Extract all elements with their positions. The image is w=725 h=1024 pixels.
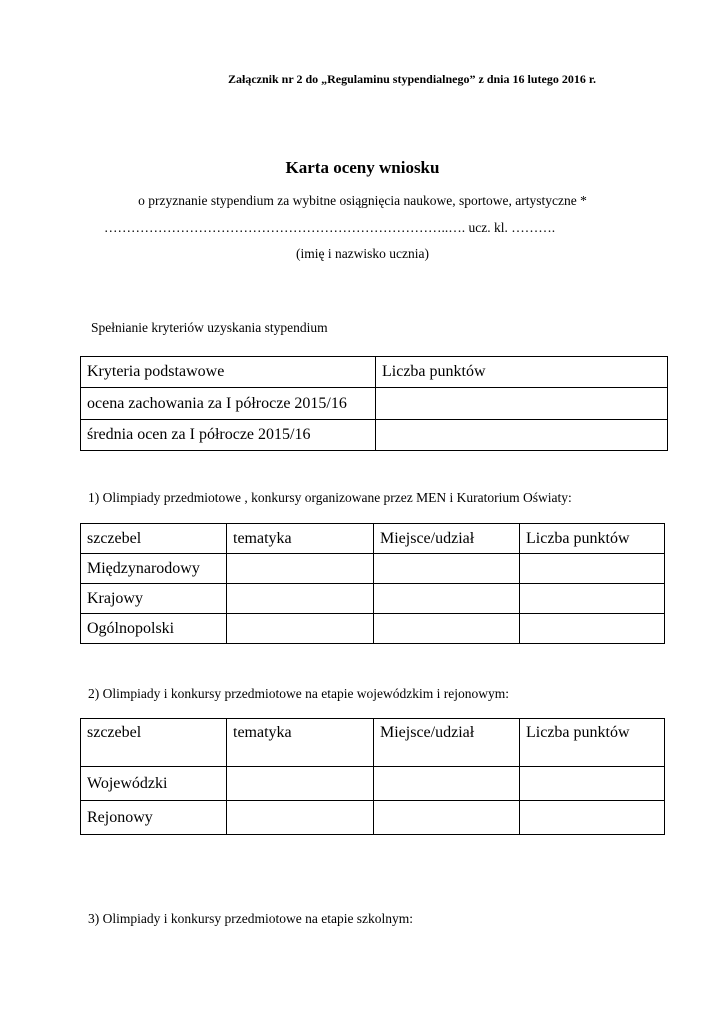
annex-header: Załącznik nr 2 do „Regulaminu stypendialnego” z dnia 16 lutego 2016 r. <box>228 72 597 86</box>
table-header-row <box>81 524 665 554</box>
table-header-row <box>81 357 668 388</box>
document-title: Karta oceny wniosku <box>285 158 440 177</box>
table-row <box>81 801 665 835</box>
table-header-cell: Liczba punktów <box>520 719 665 767</box>
level-cell: Ogólnopolski <box>81 614 227 644</box>
criteria-intro: Spełnianie kryteriów uzyskania stypendium <box>91 320 328 335</box>
points-cell[interactable] <box>376 420 668 451</box>
points-cell[interactable] <box>520 584 665 614</box>
table-cell: średnia ocen za I półrocze 2015/16 <box>81 420 376 451</box>
table-row <box>81 767 665 801</box>
section3-label: 3) Olimpiady i konkursy przedmiotowe na etapie szkolnym: <box>88 911 414 926</box>
table-header-cell: Miejsce/udział <box>374 524 520 554</box>
document-subtitle: o przyznanie stypendium za wybitne osiągnięcia naukowe, sportowe, artystyczne * <box>138 193 587 208</box>
table-header-cell: szczebel <box>81 719 227 767</box>
student-name-line: …………………………………………………………………..…. ucz. kl. ………. <box>104 220 556 235</box>
table-row <box>81 388 668 420</box>
regional-competitions-table <box>80 718 665 835</box>
points-cell[interactable] <box>520 614 665 644</box>
level-cell: Wojewódzki <box>81 767 227 801</box>
table-row <box>81 584 665 614</box>
level-cell: Międzynarodowy <box>81 554 227 584</box>
place-cell[interactable] <box>374 554 520 584</box>
table-header-cell: tematyka <box>227 524 374 554</box>
table-row <box>81 420 668 451</box>
table-cell: ocena zachowania za I półrocze 2015/16 <box>81 388 376 420</box>
table-header-cell: Liczba punktów <box>376 357 668 388</box>
level-cell: Krajowy <box>81 584 227 614</box>
points-cell[interactable] <box>520 554 665 584</box>
level-cell: Rejonowy <box>81 801 227 835</box>
points-cell[interactable] <box>520 767 665 801</box>
topic-cell[interactable] <box>227 584 374 614</box>
topic-cell[interactable] <box>227 767 374 801</box>
national-competitions-table <box>80 523 665 644</box>
points-cell[interactable] <box>520 801 665 835</box>
table-header-cell: szczebel <box>81 524 227 554</box>
student-name-hint: (imię i nazwisko ucznia) <box>295 246 430 261</box>
place-cell[interactable] <box>374 801 520 835</box>
topic-cell[interactable] <box>227 614 374 644</box>
topic-cell[interactable] <box>227 554 374 584</box>
table-header-cell: Miejsce/udział <box>374 719 520 767</box>
table-header-cell: Liczba punktów <box>520 524 665 554</box>
table-row <box>81 554 665 584</box>
place-cell[interactable] <box>374 614 520 644</box>
place-cell[interactable] <box>374 767 520 801</box>
table-row <box>81 614 665 644</box>
section1-label: 1) Olimpiady przedmiotowe , konkursy organizowane przez MEN i Kuratorium Oświaty: <box>88 490 572 505</box>
place-cell[interactable] <box>374 584 520 614</box>
topic-cell[interactable] <box>227 801 374 835</box>
table-header-cell: Kryteria podstawowe <box>81 357 376 388</box>
basic-criteria-table <box>80 356 668 451</box>
section2-label: 2) Olimpiady i konkursy przedmiotowe na etapie wojewódzkim i rejonowym: <box>88 686 510 701</box>
table-header-row <box>81 719 665 767</box>
points-cell[interactable] <box>376 388 668 420</box>
table-header-cell: tematyka <box>227 719 374 767</box>
